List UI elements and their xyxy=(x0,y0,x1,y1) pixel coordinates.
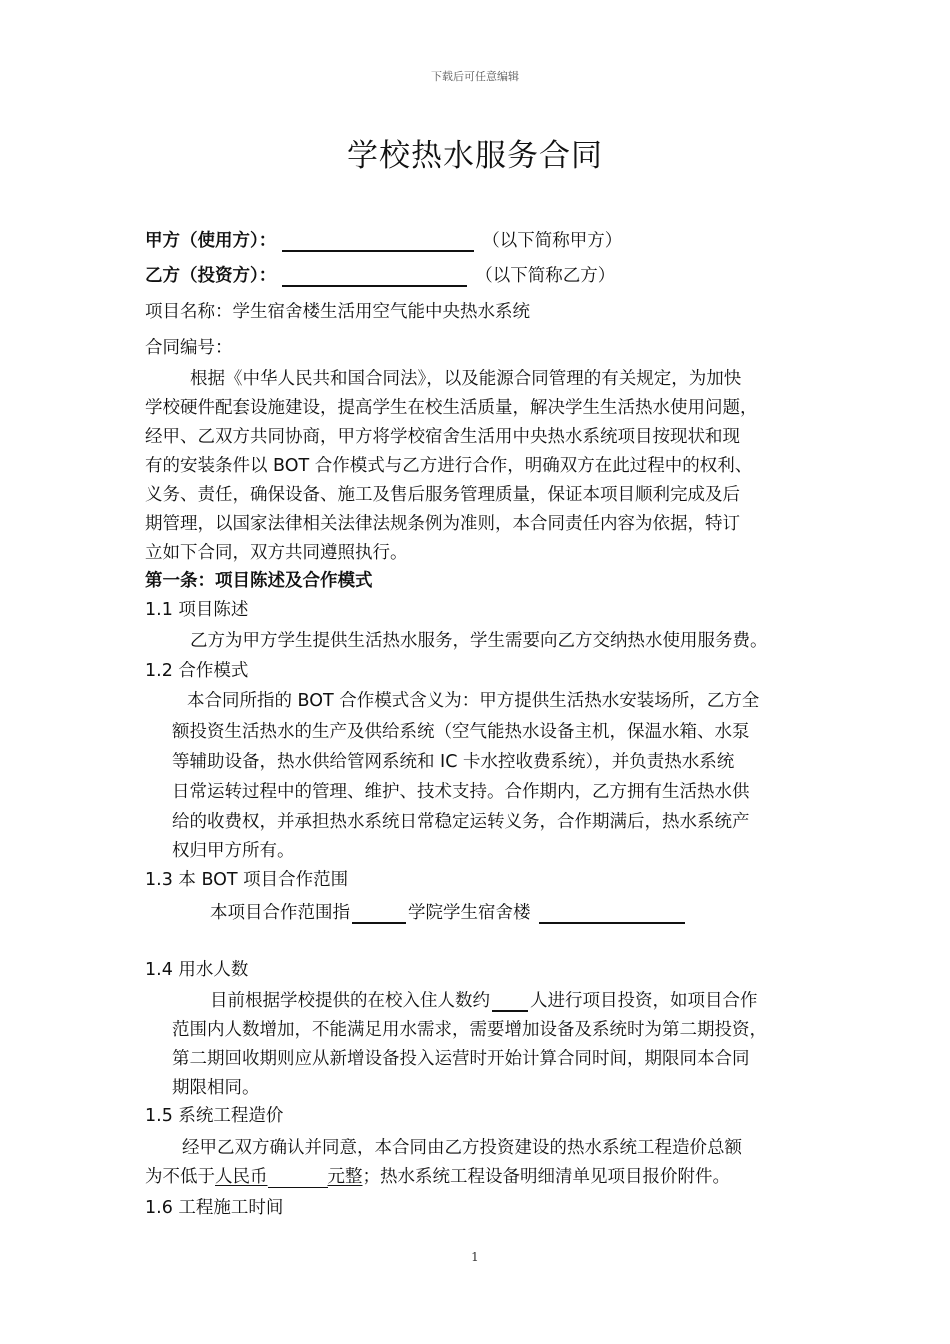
intro-line: 有的安装条件以 BOT 合作模式与乙方进行合作，明确双方在此过程中的权利、 xyxy=(145,456,753,476)
price-blank xyxy=(268,1169,328,1188)
page-number: 1 xyxy=(471,1250,479,1264)
section-1-3-body xyxy=(210,902,685,924)
price-currency: 人民币 xyxy=(215,1167,268,1187)
section-1-2-line: 给的收费权，并承担热水系统日常稳定运转义务，合作期满后，热水系统产 xyxy=(172,812,750,832)
section-1-2-title: 1.2 合作模式 xyxy=(145,661,249,681)
party-a-label: 甲方（使用方）： xyxy=(145,231,277,251)
page-header-note: 下载后可任意编辑 xyxy=(431,70,519,83)
party-a-suffix: （以下简称甲方） xyxy=(482,231,623,251)
intro-line: 学校硬件配套设施建设，提高学生在校生活质量，解决学生生活热水使用问题， xyxy=(145,398,758,418)
section-1-4-line: 第二期回收期则应从新增设备投入运营时开始计算合同时间，期限同本合同 xyxy=(172,1049,750,1069)
scope-prefix: 本项目合作范围指 xyxy=(210,903,350,923)
party-a-blank xyxy=(282,232,474,252)
party-b-line xyxy=(145,265,615,287)
price-unit: 元整 xyxy=(327,1167,363,1187)
project-name: 项目名称：学生宿舍楼生活用空气能中央热水系统 xyxy=(145,302,530,322)
contract-number: 合同编号： xyxy=(145,338,233,358)
section-1-1-body: 乙方为甲方学生提供生活热水服务，学生需要向乙方交纳热水使用服务费。 xyxy=(190,631,768,651)
intro-line: 经甲、乙双方共同协商，甲方将学校宿舍生活用中央热水系统项目按现状和现 xyxy=(145,427,740,447)
section-1-3-title: 1.3 本 BOT 项目合作范围 xyxy=(145,870,349,890)
intro-line: 义务、责任，确保设备、施工及售后服务管理质量，保证本项目顺利完成及后 xyxy=(145,485,740,505)
article-1-title: 第一条：项目陈述及合作模式 xyxy=(145,571,373,591)
headcount-suffix: 人进行项目投资，如项目合作 xyxy=(530,991,758,1011)
section-1-2-line: 日常运转过程中的管理、维护、技术支持。合作期内，乙方拥有生活热水供 xyxy=(172,782,750,802)
section-1-2-line: 本合同所指的 BOT 合作模式含义为：甲方提供生活热水安装场所，乙方全 xyxy=(187,691,760,711)
section-1-6-title: 1.6 工程施工时间 xyxy=(145,1198,284,1218)
section-1-5-title: 1.5 系统工程造价 xyxy=(145,1106,284,1126)
section-1-1-title: 1.1 项目陈述 xyxy=(145,600,249,620)
price-prefix: 为不低于 xyxy=(145,1167,215,1187)
party-b-blank xyxy=(282,267,467,287)
section-1-5-line xyxy=(145,1166,730,1188)
section-1-4-line: 范围内人数增加，不能满足用水需求，需要增加设备及系统时为第二期投资， xyxy=(172,1020,767,1040)
section-1-5-line: 经甲乙双方确认并同意，本合同由乙方投资建设的热水系统工程造价总额 xyxy=(182,1138,742,1158)
headcount-prefix: 目前根据学校提供的在校入住人数约 xyxy=(210,991,490,1011)
section-1-2-line: 权归甲方所有。 xyxy=(172,841,295,861)
document-title: 学校热水服务合同 xyxy=(347,138,603,174)
party-a-line xyxy=(145,230,622,252)
intro-line: 根据《中华人民共和国合同法》，以及能源合同管理的有关规定，为加快 xyxy=(190,369,742,389)
intro-line: 期管理，以国家法律相关法律法规条例为准则，本合同责任内容为依据，特订 xyxy=(145,514,740,534)
party-b-suffix: （以下简称乙方） xyxy=(475,266,616,286)
scope-blank-2 xyxy=(539,904,685,924)
scope-blank-1 xyxy=(352,904,406,924)
section-1-2-line: 额投资生活热水的生产及供给系统（空气能热水设备主机，保温水箱、水泵 xyxy=(172,722,750,742)
headcount-blank xyxy=(492,992,528,1012)
section-1-4-line xyxy=(210,990,758,1012)
party-b-label: 乙方（投资方）： xyxy=(145,266,277,286)
section-1-4-title: 1.4 用水人数 xyxy=(145,960,249,980)
section-1-4-line: 期限相同。 xyxy=(172,1078,260,1098)
price-suffix: ；热水系统工程设备明细清单见项目报价附件。 xyxy=(362,1167,730,1187)
intro-line: 立如下合同，双方共同遵照执行。 xyxy=(145,543,408,563)
section-1-2-line: 等辅助设备，热水供给管网系统和 IC 卡水控收费系统），并负责热水系统 xyxy=(172,752,735,772)
scope-mid: 学院学生宿舍楼 xyxy=(408,903,531,923)
